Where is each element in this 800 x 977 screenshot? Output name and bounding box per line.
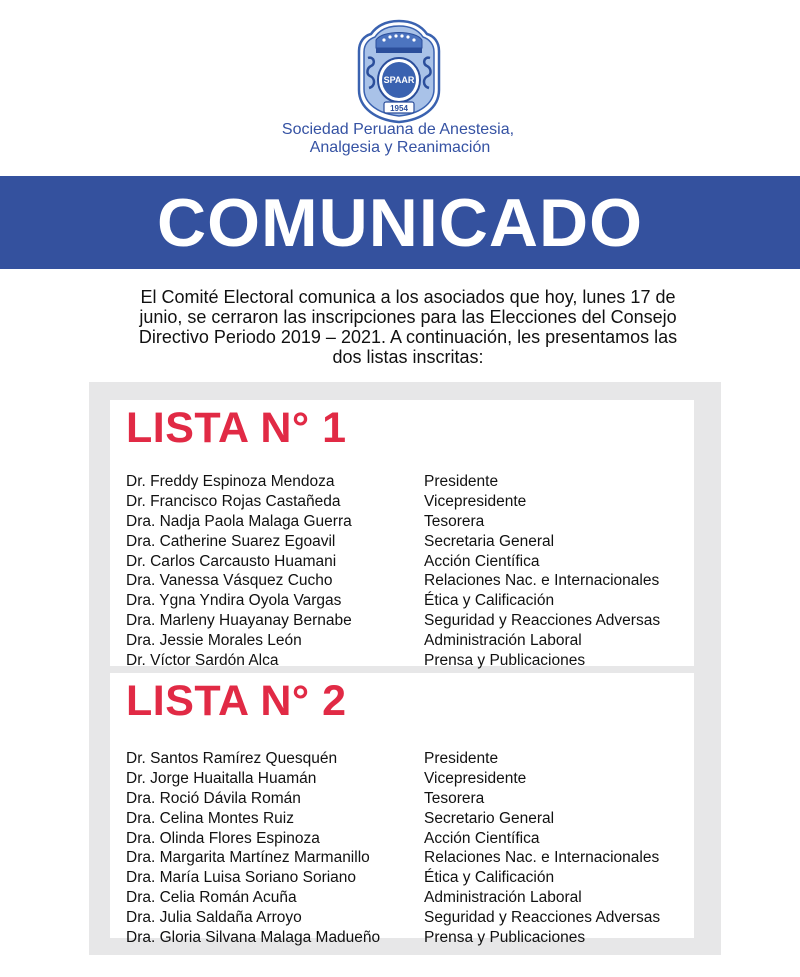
org-name-line2: Analgesia y Reanimación [309, 139, 491, 156]
member-row [126, 512, 696, 532]
member-list [126, 749, 696, 948]
member-role: Relaciones Nac. e Internacionales [424, 572, 660, 590]
member-row [126, 848, 696, 868]
header [0, 0, 800, 176]
member-name: Dr. Jorge Huaitalla Huamán [126, 769, 317, 787]
spaar-crest-logo-icon [354, 18, 444, 124]
member-name: Dr. Carlos Carcausto Huamani [126, 552, 337, 570]
list-card-2 [110, 673, 694, 947]
svg-text:1954: 1954 [390, 104, 408, 113]
member-name: Dr. Víctor Sardón Alca [126, 652, 279, 670]
member-role: Seguridad y Reacciones Adversas [424, 612, 661, 630]
member-role: Ética y Calificación [424, 869, 555, 887]
member-role: Prensa y Publicaciones [424, 929, 586, 947]
member-role: Secretario General [424, 809, 555, 827]
list-card-1 [110, 400, 694, 670]
member-row [126, 552, 696, 572]
member-role: Administración Laboral [424, 632, 582, 650]
member-row [126, 651, 696, 671]
member-row [126, 868, 696, 888]
member-role: Tesorera [424, 512, 485, 530]
member-row [126, 492, 696, 512]
member-role: Ética y Calificación [424, 592, 555, 610]
member-role: Presidente [424, 750, 499, 767]
member-name: Dr. Francisco Rojas Castañeda [126, 492, 341, 510]
member-row [126, 591, 696, 611]
member-role: Presidente [424, 473, 499, 490]
member-name: Dr. Santos Ramírez Quesquén [126, 750, 338, 767]
intro-line: junio, se cerraron las inscripciones para las Elecciones del Consejo [139, 307, 677, 327]
member-name: Dra. Celia Román Acuña [126, 889, 297, 907]
member-role: Vicepresidente [424, 492, 527, 510]
member-row [126, 888, 696, 908]
intro-line: dos listas inscritas: [332, 347, 484, 367]
org-name-line1: Sociedad Peruana de Anestesia, [281, 121, 515, 138]
intro-line: El Comité Electoral comunica a los asociados que hoy, lunes 17 de [140, 287, 676, 307]
member-role: Seguridad y Reacciones Adversas [424, 909, 661, 927]
member-name: Dra. María Luisa Soriano Soriano [126, 869, 357, 887]
member-role: Prensa y Publicaciones [424, 652, 586, 670]
member-row [126, 532, 696, 552]
member-name: Dra. Nadja Paola Malaga Guerra [126, 512, 352, 530]
member-row [126, 472, 696, 492]
member-row [126, 928, 696, 948]
member-row [126, 769, 696, 789]
member-name: Dra. Margarita Martínez Marmanillo [126, 849, 370, 867]
member-role: Acción Científica [424, 829, 540, 847]
member-role: Acción Científica [424, 552, 540, 570]
member-role: Relaciones Nac. e Internacionales [424, 849, 660, 867]
lists-panel [89, 382, 721, 955]
member-row [126, 789, 696, 809]
title-banner [0, 176, 800, 269]
member-row [126, 809, 696, 829]
member-role: Tesorera [424, 789, 485, 807]
member-name: Dra. Ygna Yndira Oyola Vargas [126, 592, 342, 610]
member-name: Dra. Roció Dávila Román [126, 789, 301, 807]
member-row [126, 829, 696, 849]
member-name: Dr. Freddy Espinoza Mendoza [126, 473, 335, 490]
member-list [126, 472, 696, 671]
member-name: Dra. Olinda Flores Espinoza [126, 829, 320, 847]
member-name: Dra. Jessie Morales León [126, 632, 302, 650]
member-name: Dra. Celina Montes Ruiz [126, 809, 294, 827]
page-title: COMUNICADO [157, 184, 643, 261]
member-name: Dra. Marleny Huayanay Bernabe [126, 612, 352, 630]
intro-paragraph [96, 287, 720, 367]
member-name: Dra. Gloria Silvana Malaga Madueño [126, 929, 381, 947]
member-role: Administración Laboral [424, 889, 582, 907]
member-row [126, 908, 696, 928]
member-name: Dra. Vanessa Vásquez Cucho [126, 572, 333, 590]
member-name: Dra. Catherine Suarez Egoavil [126, 532, 336, 550]
member-name: Dra. Julia Saldaña Arroyo [126, 909, 302, 927]
list-title: LISTA N° 1 [126, 404, 347, 452]
member-row [126, 749, 696, 769]
member-role: Secretaria General [424, 532, 555, 550]
list-title: LISTA N° 2 [126, 677, 347, 725]
member-role: Vicepresidente [424, 769, 527, 787]
svg-text:SPAAR: SPAAR [383, 75, 415, 85]
intro-line: Directivo Periodo 2019 – 2021. A continuación, les presentamos las [138, 327, 678, 347]
member-row [126, 611, 696, 631]
member-row [126, 631, 696, 651]
member-row [126, 571, 696, 591]
